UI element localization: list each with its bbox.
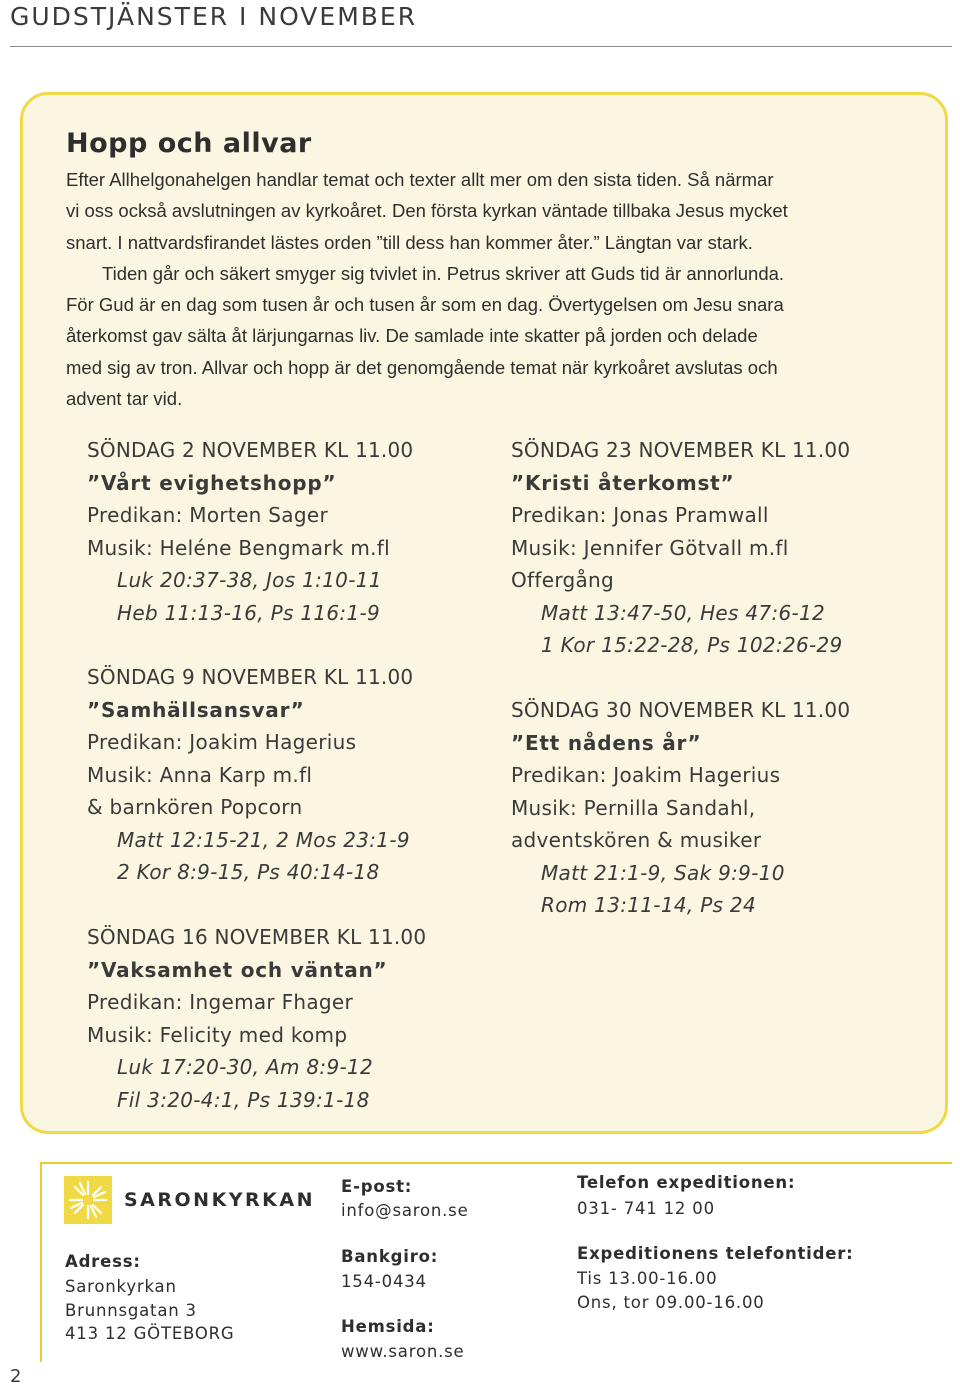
service-reading: Fil 3:20-4:1, Ps 139:1-18 bbox=[117, 1087, 370, 1112]
phone-number: 031- 741 12 00 bbox=[577, 1199, 715, 1218]
intro-line: snart. I nattvardsfirandet lästes orden ”till dess han kommer åter.” Längtan var stark. bbox=[66, 231, 753, 253]
bankgiro-label: Bankgiro: bbox=[341, 1247, 439, 1266]
intro-paragraph bbox=[66, 164, 906, 414]
intro-line: Tiden går och säkert smyger sig tvivlet in. Petrus skriver att Guds tid är annorlunda. bbox=[102, 262, 785, 284]
address-block bbox=[65, 1275, 235, 1346]
service-music-extra: adventskören & musiker bbox=[511, 828, 762, 852]
email-label: E-post: bbox=[341, 1177, 413, 1196]
service-theme: ”Samhällsansvar” bbox=[87, 697, 305, 722]
office-hours-line: Ons, tor 09.00-16.00 bbox=[577, 1292, 765, 1312]
service-reading: Heb 11:13-16, Ps 116:1-9 bbox=[117, 600, 381, 625]
service-reading: Rom 13:11-14, Ps 24 bbox=[541, 893, 756, 917]
service-theme: ”Ett nådens år” bbox=[511, 730, 702, 755]
page-number: 2 bbox=[10, 1366, 22, 1387]
service-reading: Luk 17:20-30, Am 8:9-12 bbox=[117, 1055, 374, 1079]
service-nov-9 bbox=[87, 661, 413, 889]
intro-line: med sig av tron. Allvar och hopp är det genomgående temat när kyrkoåret avslutas och bbox=[66, 356, 778, 378]
email-address[interactable]: info@saron.se bbox=[341, 1201, 469, 1220]
service-theme: ”Kristi återkomst” bbox=[511, 470, 735, 495]
service-music: Musik: Jennifer Götvall m.fl bbox=[511, 535, 789, 560]
address-line: Saronkyrkan bbox=[65, 1277, 177, 1296]
service-reading: Matt 12:15-21, 2 Mos 23:1-9 bbox=[117, 827, 410, 852]
website-link[interactable]: www.saron.se bbox=[341, 1342, 465, 1361]
service-reading: 1 Kor 15:22-28, Ps 102:26-29 bbox=[541, 633, 843, 657]
footer-divider bbox=[40, 1162, 952, 1164]
service-offering: Offergång bbox=[511, 568, 615, 592]
office-hours-line: Tis 13.00-16.00 bbox=[577, 1269, 718, 1288]
service-preacher: Predikan: Morten Sager bbox=[87, 503, 328, 527]
intro-line: Efter Allhelgonahelgen handlar temat och texter allt mer om den sista tiden. Så närmar bbox=[66, 169, 774, 190]
address-line: Brunnsgatan 3 bbox=[65, 1300, 197, 1320]
footer-side-divider bbox=[40, 1162, 42, 1362]
service-reading: 2 Kor 8:9-15, Ps 40:14-18 bbox=[117, 860, 380, 884]
brand-name: SARONKYRKAN bbox=[124, 1189, 316, 1211]
address-label: Adress: bbox=[65, 1252, 141, 1271]
page-section-title: GUDSTJÄNSTER I NOVEMBER bbox=[10, 2, 418, 31]
service-preacher: Predikan: Joakim Hagerius bbox=[511, 763, 781, 787]
service-nov-16 bbox=[87, 921, 426, 1116]
service-preacher: Predikan: Ingemar Fhager bbox=[87, 990, 354, 1014]
header-divider bbox=[10, 46, 952, 47]
service-theme: ”Vårt evighetshopp” bbox=[87, 470, 337, 495]
service-preacher: Predikan: Joakim Hagerius bbox=[87, 730, 357, 754]
service-nov-30 bbox=[511, 694, 850, 922]
intro-line: För Gud är en dag som tusen år och tusen år som en dag. Övertygelsen om Jesu snara bbox=[66, 294, 784, 316]
intro-heading: Hopp och allvar bbox=[66, 128, 312, 159]
service-music-extra: & barnkören Popcorn bbox=[87, 795, 303, 819]
service-day: SÖNDAG 16 NOVEMBER KL 11.00 bbox=[87, 925, 427, 949]
website-label: Hemsida: bbox=[341, 1317, 435, 1336]
service-music: Musik: Felicity med komp bbox=[87, 1022, 348, 1047]
saronkyrkan-sun-logo-icon bbox=[64, 1176, 112, 1224]
service-day: SÖNDAG 30 NOVEMBER KL 11.00 bbox=[511, 698, 851, 722]
service-music: Musik: Pernilla Sandahl, bbox=[511, 795, 756, 820]
service-day: SÖNDAG 23 NOVEMBER KL 11.00 bbox=[511, 438, 851, 462]
address-line: 413 12 GÖTEBORG bbox=[65, 1324, 235, 1343]
intro-line: återkomst gav sälta åt lärjungarnas liv. De samlade inte skatter på jorden och delade bbox=[66, 325, 758, 347]
office-hours bbox=[577, 1267, 765, 1314]
service-music: Musik: Anna Karp m.fl bbox=[87, 762, 313, 787]
service-reading: Matt 21:1-9, Sak 9:9-10 bbox=[541, 860, 785, 885]
service-day: SÖNDAG 9 NOVEMBER KL 11.00 bbox=[87, 665, 414, 689]
intro-line: advent tar vid. bbox=[66, 388, 183, 410]
service-theme: ”Vaksamhet och väntan” bbox=[87, 957, 388, 982]
service-preacher: Predikan: Jonas Pramwall bbox=[511, 503, 769, 527]
service-day: SÖNDAG 2 NOVEMBER KL 11.00 bbox=[87, 438, 414, 462]
service-music: Musik: Heléne Bengmark m.fl bbox=[87, 535, 390, 560]
service-nov-2 bbox=[87, 434, 413, 629]
service-reading: Matt 13:47-50, Hes 47:6-12 bbox=[541, 600, 826, 625]
office-hours-label: Expeditionens telefontider: bbox=[577, 1244, 854, 1263]
service-nov-23 bbox=[511, 434, 850, 662]
intro-line: vi oss också avslutningen av kyrkoåret. Den första kyrkan väntade tillbaka Jesus mycket bbox=[66, 200, 788, 222]
phone-label: Telefon expeditionen: bbox=[577, 1173, 796, 1192]
service-reading: Luk 20:37-38, Jos 1:10-11 bbox=[117, 568, 382, 592]
bankgiro-number: 154-0434 bbox=[341, 1272, 427, 1291]
